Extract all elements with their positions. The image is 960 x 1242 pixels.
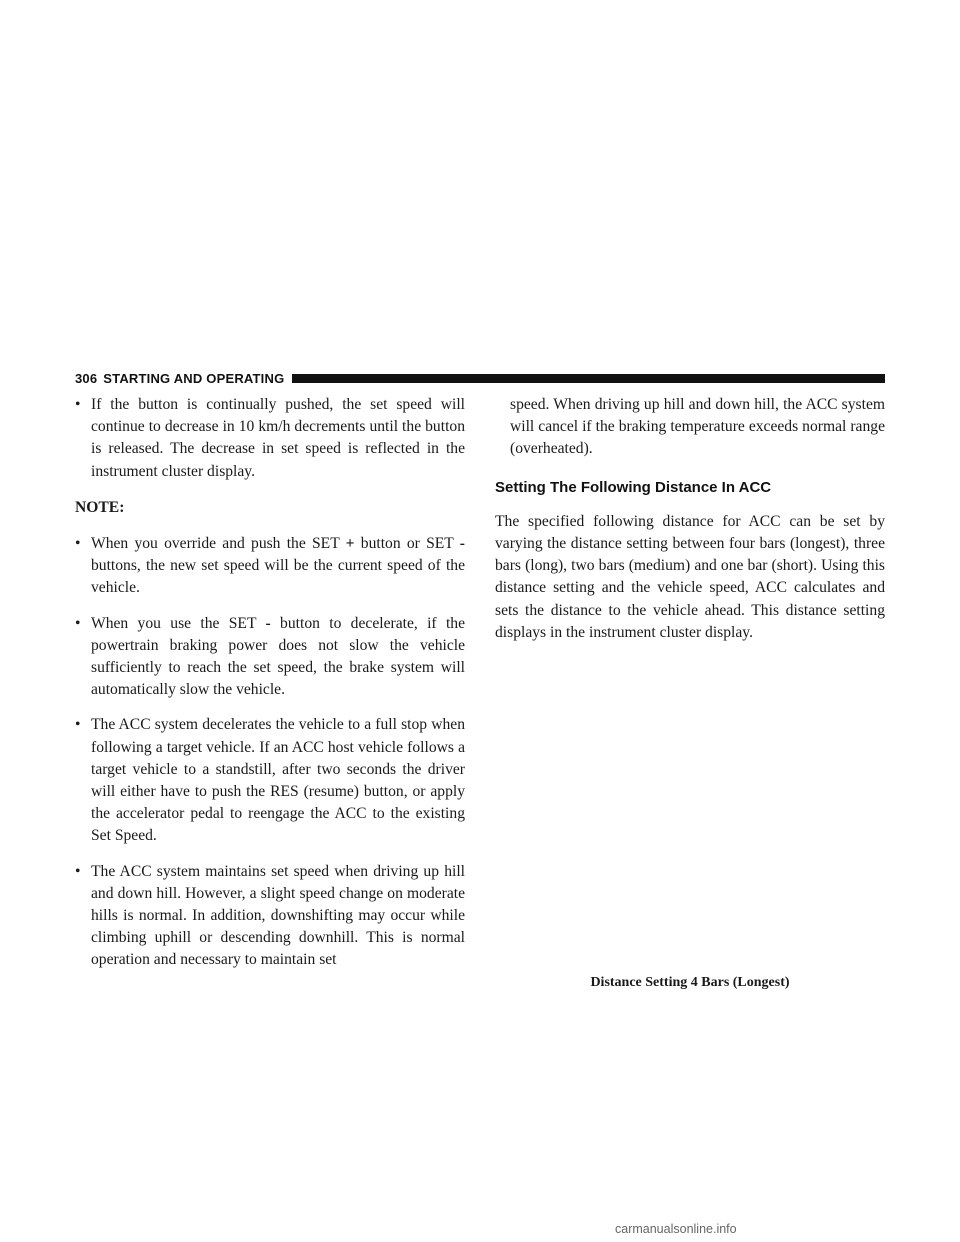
figure-caption: Distance Setting 4 Bars (Longest) bbox=[590, 975, 790, 991]
right-column bbox=[495, 394, 885, 994]
continued-bullet-text: speed. When driving up hill and down hill, the ACC system will cancel if the braking temperature exceeds normal range (overheated). bbox=[510, 396, 885, 458]
bullet-text: If the button is continually pushed, the set speed will continue to decrease in 10 km/h decrements until the button is released. The decrease in set speed is reflected in the instrument cluster display. bbox=[91, 396, 465, 480]
bullet-icon: • bbox=[75, 396, 81, 413]
subheading: Setting The Following Distance In ACC bbox=[495, 478, 772, 496]
list-item bbox=[75, 394, 465, 483]
page-number: 306 bbox=[75, 370, 98, 386]
note-label: NOTE: bbox=[75, 498, 125, 516]
minus-symbol: - bbox=[459, 535, 465, 553]
section-title: STARTING AND OPERATING bbox=[103, 370, 285, 386]
text-segment: When you use the SET bbox=[91, 614, 266, 632]
minus-symbol: - bbox=[265, 614, 271, 632]
bullet-icon: • bbox=[75, 716, 81, 734]
watermark: carmanualsonline.info bbox=[615, 1222, 737, 1236]
text-segment: When you override and push the SET bbox=[91, 535, 346, 553]
page-header bbox=[75, 368, 885, 388]
text-segment: buttons, the new set speed will be the current speed of the vehicle. bbox=[91, 557, 465, 597]
figure-area bbox=[495, 662, 885, 964]
bullet-text bbox=[90, 613, 465, 702]
text-segment: button to decelerate, if the powertrain braking power does not slow the vehicle sufficiently to reach the set speed, the brake system will automatically slow the vehicle. bbox=[91, 614, 465, 699]
bullet-text: The ACC system decelerates the vehicle to a full stop when following a target vehicle. If an ACC host vehicle follows a target vehicle to a standstill, after two seconds the driver will either have to push the RES (resume) button, or apply the accelerator pedal to reengage the ACC to the existing Set Speed. bbox=[91, 716, 465, 845]
bullet-text: The ACC system maintains set speed when driving up hill and down hill. However, a slight speed change on moderate hills is normal. In addition, downshifting may occur while climbing uphill or descending downhill. This is normal operation and necessary to maintain set bbox=[91, 862, 465, 969]
bullet-icon: • bbox=[75, 862, 81, 880]
list-item bbox=[75, 861, 465, 972]
text-segment: button or SET bbox=[354, 535, 460, 553]
body-paragraph: The specified following distance for ACC can be set by varying the distance setting between four bars (longest), three bars (long), two bars (medium) and one bar (short). Using this distance setting and the vehicle speed, ACC calculates and sets the distance to the vehicle ahead. This distance setting displays in the instrument cluster display. bbox=[495, 512, 885, 641]
list-item bbox=[75, 714, 465, 847]
bullet-icon: • bbox=[75, 614, 81, 632]
list-item bbox=[75, 613, 465, 702]
left-column bbox=[75, 394, 465, 985]
bullet-icon: • bbox=[75, 535, 81, 553]
plus-symbol: + bbox=[345, 535, 355, 553]
list-item bbox=[75, 533, 465, 600]
header-rule bbox=[292, 374, 885, 383]
bullet-text bbox=[90, 533, 465, 600]
